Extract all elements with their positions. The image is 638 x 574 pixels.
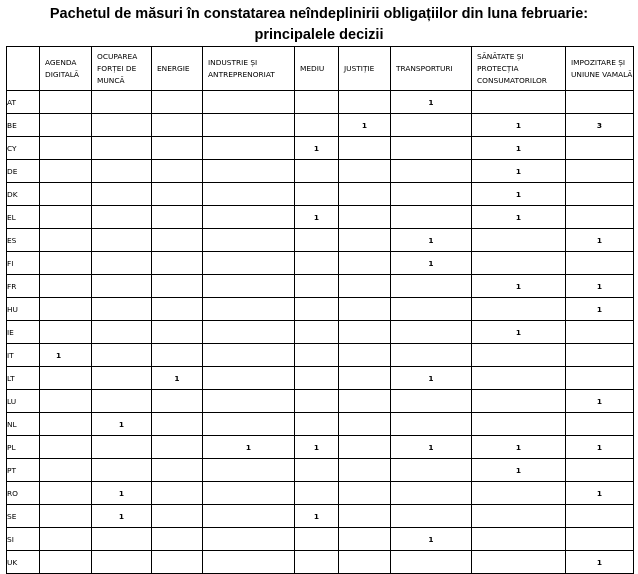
table-cell xyxy=(472,482,566,505)
table-cell: 1 xyxy=(566,275,634,298)
table-cell xyxy=(203,206,295,229)
table-cell xyxy=(295,390,339,413)
table-cell: 1 xyxy=(295,206,339,229)
table-cell xyxy=(566,252,634,275)
table-cell xyxy=(203,321,295,344)
table-cell xyxy=(203,252,295,275)
header-energie: ENERGIE xyxy=(152,47,203,91)
table-cell xyxy=(40,206,92,229)
country-code: LU xyxy=(7,390,40,413)
table-cell xyxy=(152,436,203,459)
table-cell xyxy=(92,367,152,390)
country-code: PL xyxy=(7,436,40,459)
table-cell xyxy=(295,298,339,321)
table-cell xyxy=(391,459,472,482)
table-cell xyxy=(472,344,566,367)
table-cell xyxy=(40,436,92,459)
table-row xyxy=(7,551,634,574)
table-cell: 1 xyxy=(391,528,472,551)
table-cell xyxy=(92,390,152,413)
table-cell xyxy=(40,505,92,528)
table-cell: 1 xyxy=(472,459,566,482)
table-cell xyxy=(295,551,339,574)
table-cell xyxy=(472,252,566,275)
country-code: HU xyxy=(7,298,40,321)
table-cell xyxy=(295,321,339,344)
table-cell: 1 xyxy=(391,252,472,275)
table-row xyxy=(7,390,634,413)
table-cell xyxy=(472,390,566,413)
table-cell xyxy=(339,367,391,390)
table-cell xyxy=(391,137,472,160)
header-agenda-digitala: AGENDA DIGITALĂ xyxy=(40,47,92,91)
table-cell xyxy=(391,390,472,413)
table-cell xyxy=(40,183,92,206)
country-code: PT xyxy=(7,459,40,482)
table-cell: 1 xyxy=(295,436,339,459)
table-cell xyxy=(203,390,295,413)
table-row xyxy=(7,137,634,160)
table-row xyxy=(7,436,634,459)
table-cell xyxy=(391,275,472,298)
table-cell: 1 xyxy=(295,137,339,160)
table-cell xyxy=(339,551,391,574)
header-row xyxy=(7,47,634,91)
table-cell xyxy=(92,459,152,482)
table-cell xyxy=(391,298,472,321)
table-cell xyxy=(295,482,339,505)
table-cell xyxy=(391,505,472,528)
table-cell xyxy=(295,528,339,551)
table-cell xyxy=(566,183,634,206)
table-cell xyxy=(152,137,203,160)
table-cell xyxy=(203,91,295,114)
table-cell xyxy=(92,528,152,551)
table-cell xyxy=(295,367,339,390)
table-cell xyxy=(152,551,203,574)
table-row xyxy=(7,459,634,482)
table-cell xyxy=(295,91,339,114)
table-cell xyxy=(339,206,391,229)
table-cell xyxy=(40,321,92,344)
table-body xyxy=(7,91,634,574)
table-cell xyxy=(391,551,472,574)
table-cell xyxy=(203,413,295,436)
table-cell xyxy=(203,459,295,482)
table-cell xyxy=(40,275,92,298)
table-cell xyxy=(152,275,203,298)
table-cell xyxy=(339,505,391,528)
table-cell xyxy=(472,505,566,528)
table-row xyxy=(7,413,634,436)
table-cell xyxy=(92,206,152,229)
table-cell xyxy=(203,275,295,298)
table-cell xyxy=(40,367,92,390)
table-cell xyxy=(152,528,203,551)
table-row xyxy=(7,298,634,321)
table-cell xyxy=(391,344,472,367)
table-cell xyxy=(40,252,92,275)
table-cell xyxy=(152,413,203,436)
table-row xyxy=(7,91,634,114)
table-cell xyxy=(339,91,391,114)
country-code: DE xyxy=(7,160,40,183)
table-cell: 1 xyxy=(566,551,634,574)
header-country xyxy=(7,47,40,91)
table-cell xyxy=(92,160,152,183)
table-cell xyxy=(339,137,391,160)
table-cell xyxy=(339,413,391,436)
table-cell xyxy=(391,413,472,436)
table-cell xyxy=(203,528,295,551)
country-code: SI xyxy=(7,528,40,551)
table-cell: 1 xyxy=(566,390,634,413)
infringement-table xyxy=(6,46,634,574)
table-row xyxy=(7,367,634,390)
table-cell xyxy=(391,321,472,344)
table-cell xyxy=(203,505,295,528)
table-cell xyxy=(92,275,152,298)
country-code: FI xyxy=(7,252,40,275)
table-cell xyxy=(472,367,566,390)
table-cell: 1 xyxy=(472,206,566,229)
table-cell xyxy=(203,298,295,321)
country-code: UK xyxy=(7,551,40,574)
country-code: CY xyxy=(7,137,40,160)
table-row xyxy=(7,275,634,298)
title-line-1: Pachetul de măsuri în constatarea neîndeplinirii obligațiilor din luna februarie: xyxy=(49,6,589,22)
table-cell xyxy=(40,551,92,574)
table-cell xyxy=(203,482,295,505)
country-code: RO xyxy=(7,482,40,505)
table-cell xyxy=(566,160,634,183)
table-cell xyxy=(152,229,203,252)
table-cell: 1 xyxy=(472,275,566,298)
country-code: EL xyxy=(7,206,40,229)
table-cell xyxy=(391,114,472,137)
table-cell xyxy=(40,298,92,321)
table-row xyxy=(7,528,634,551)
table-row xyxy=(7,114,634,137)
table-cell xyxy=(40,482,92,505)
table-cell xyxy=(391,482,472,505)
table-cell xyxy=(566,505,634,528)
country-code: BE xyxy=(7,114,40,137)
table-cell xyxy=(566,91,634,114)
table-cell xyxy=(152,482,203,505)
table-cell xyxy=(472,528,566,551)
table-row xyxy=(7,229,634,252)
table-cell: 1 xyxy=(472,114,566,137)
table-cell xyxy=(152,206,203,229)
table-cell: 1 xyxy=(472,436,566,459)
table-cell: 1 xyxy=(391,436,472,459)
table-cell xyxy=(40,91,92,114)
table-cell xyxy=(295,413,339,436)
table-cell: 1 xyxy=(92,413,152,436)
country-code: AT xyxy=(7,91,40,114)
table-cell xyxy=(152,459,203,482)
document-title xyxy=(0,0,638,46)
table-cell xyxy=(339,252,391,275)
table-cell: 1 xyxy=(472,137,566,160)
table-cell: 1 xyxy=(566,229,634,252)
table-row xyxy=(7,321,634,344)
table-cell: 1 xyxy=(472,321,566,344)
table-cell xyxy=(203,229,295,252)
table-cell xyxy=(339,229,391,252)
table-cell xyxy=(566,137,634,160)
table-cell xyxy=(203,367,295,390)
table-cell: 1 xyxy=(566,298,634,321)
table-cell xyxy=(566,206,634,229)
table-cell xyxy=(40,114,92,137)
table-cell: 1 xyxy=(40,344,92,367)
table-cell: 1 xyxy=(566,436,634,459)
header-justitie: JUSTIȚIE xyxy=(339,47,391,91)
table-cell xyxy=(40,160,92,183)
table-cell xyxy=(295,160,339,183)
table-cell xyxy=(472,229,566,252)
table-cell xyxy=(339,298,391,321)
table-row xyxy=(7,482,634,505)
table-cell xyxy=(566,459,634,482)
header-sanatate: SĂNĂTATE ȘI PROTECȚIA CONSUMATORILOR xyxy=(472,47,566,91)
table-cell xyxy=(152,160,203,183)
table-cell xyxy=(295,229,339,252)
header-transporturi: TRANSPORTURI xyxy=(391,47,472,91)
table-cell xyxy=(203,183,295,206)
table-cell xyxy=(92,114,152,137)
table-cell xyxy=(40,390,92,413)
table-row xyxy=(7,160,634,183)
table-row xyxy=(7,252,634,275)
table-cell xyxy=(40,528,92,551)
country-code: LT xyxy=(7,367,40,390)
table-cell xyxy=(92,91,152,114)
country-code: IT xyxy=(7,344,40,367)
table-cell xyxy=(339,344,391,367)
table-cell xyxy=(472,551,566,574)
table-cell xyxy=(566,413,634,436)
header-mediu: MEDIU xyxy=(295,47,339,91)
table-cell: 1 xyxy=(391,367,472,390)
table-cell xyxy=(339,160,391,183)
table-cell: 1 xyxy=(472,160,566,183)
table-cell xyxy=(295,114,339,137)
table-row xyxy=(7,206,634,229)
table-cell xyxy=(566,528,634,551)
table-cell xyxy=(339,482,391,505)
table-cell xyxy=(472,298,566,321)
table-cell xyxy=(295,252,339,275)
table-cell xyxy=(566,367,634,390)
table-cell xyxy=(152,505,203,528)
table-cell xyxy=(339,528,391,551)
table-cell xyxy=(203,344,295,367)
table-cell xyxy=(92,551,152,574)
table-cell xyxy=(152,91,203,114)
table-cell xyxy=(295,459,339,482)
table-cell xyxy=(339,436,391,459)
table-cell: 1 xyxy=(203,436,295,459)
country-code: ES xyxy=(7,229,40,252)
table-cell xyxy=(566,344,634,367)
table-cell xyxy=(152,114,203,137)
table-cell xyxy=(40,229,92,252)
table-cell xyxy=(92,183,152,206)
header-impozitare: IMPOZITARE ȘI UNIUNE VAMALĂ xyxy=(566,47,634,91)
table-cell: 1 xyxy=(339,114,391,137)
table-cell xyxy=(152,390,203,413)
table-cell xyxy=(295,275,339,298)
country-code: SE xyxy=(7,505,40,528)
table-cell xyxy=(152,321,203,344)
table-cell: 1 xyxy=(152,367,203,390)
table-cell xyxy=(92,344,152,367)
table-cell xyxy=(472,91,566,114)
country-code: NL xyxy=(7,413,40,436)
table-cell: 1 xyxy=(92,505,152,528)
table-cell: 3 xyxy=(566,114,634,137)
table-cell xyxy=(295,344,339,367)
table-cell xyxy=(391,160,472,183)
table-cell xyxy=(472,413,566,436)
country-code: FR xyxy=(7,275,40,298)
table-cell xyxy=(339,390,391,413)
table-cell: 1 xyxy=(391,229,472,252)
table-cell xyxy=(92,137,152,160)
table-cell xyxy=(152,252,203,275)
table-cell xyxy=(203,551,295,574)
country-code: IE xyxy=(7,321,40,344)
table-cell xyxy=(40,413,92,436)
table-cell xyxy=(92,252,152,275)
table-cell xyxy=(339,321,391,344)
table-row xyxy=(7,344,634,367)
table-cell xyxy=(203,137,295,160)
table-cell xyxy=(339,183,391,206)
table-cell xyxy=(152,298,203,321)
table-cell xyxy=(40,137,92,160)
table-row xyxy=(7,183,634,206)
table-cell: 1 xyxy=(472,183,566,206)
table-cell xyxy=(152,183,203,206)
table-cell xyxy=(92,436,152,459)
table-cell: 1 xyxy=(566,482,634,505)
table-cell: 1 xyxy=(92,482,152,505)
table-cell xyxy=(339,459,391,482)
table-cell xyxy=(92,298,152,321)
table-cell xyxy=(92,321,152,344)
table-cell xyxy=(40,459,92,482)
table-cell xyxy=(203,114,295,137)
table-cell xyxy=(203,160,295,183)
table-cell xyxy=(391,183,472,206)
table-cell xyxy=(339,275,391,298)
table-cell xyxy=(152,344,203,367)
table-cell xyxy=(92,229,152,252)
title-line-2: principalele decizii xyxy=(254,27,384,43)
table-cell xyxy=(295,183,339,206)
table-cell: 1 xyxy=(391,91,472,114)
header-industrie: INDUSTRIE ȘI ANTREPRENORIAT xyxy=(203,47,295,91)
country-code: DK xyxy=(7,183,40,206)
table-cell xyxy=(566,321,634,344)
table-cell xyxy=(391,206,472,229)
table-cell: 1 xyxy=(295,505,339,528)
header-ocuparea-fortei-de-munca: OCUPAREA FORȚEI DE MUNCĂ xyxy=(92,47,152,91)
table-row xyxy=(7,505,634,528)
